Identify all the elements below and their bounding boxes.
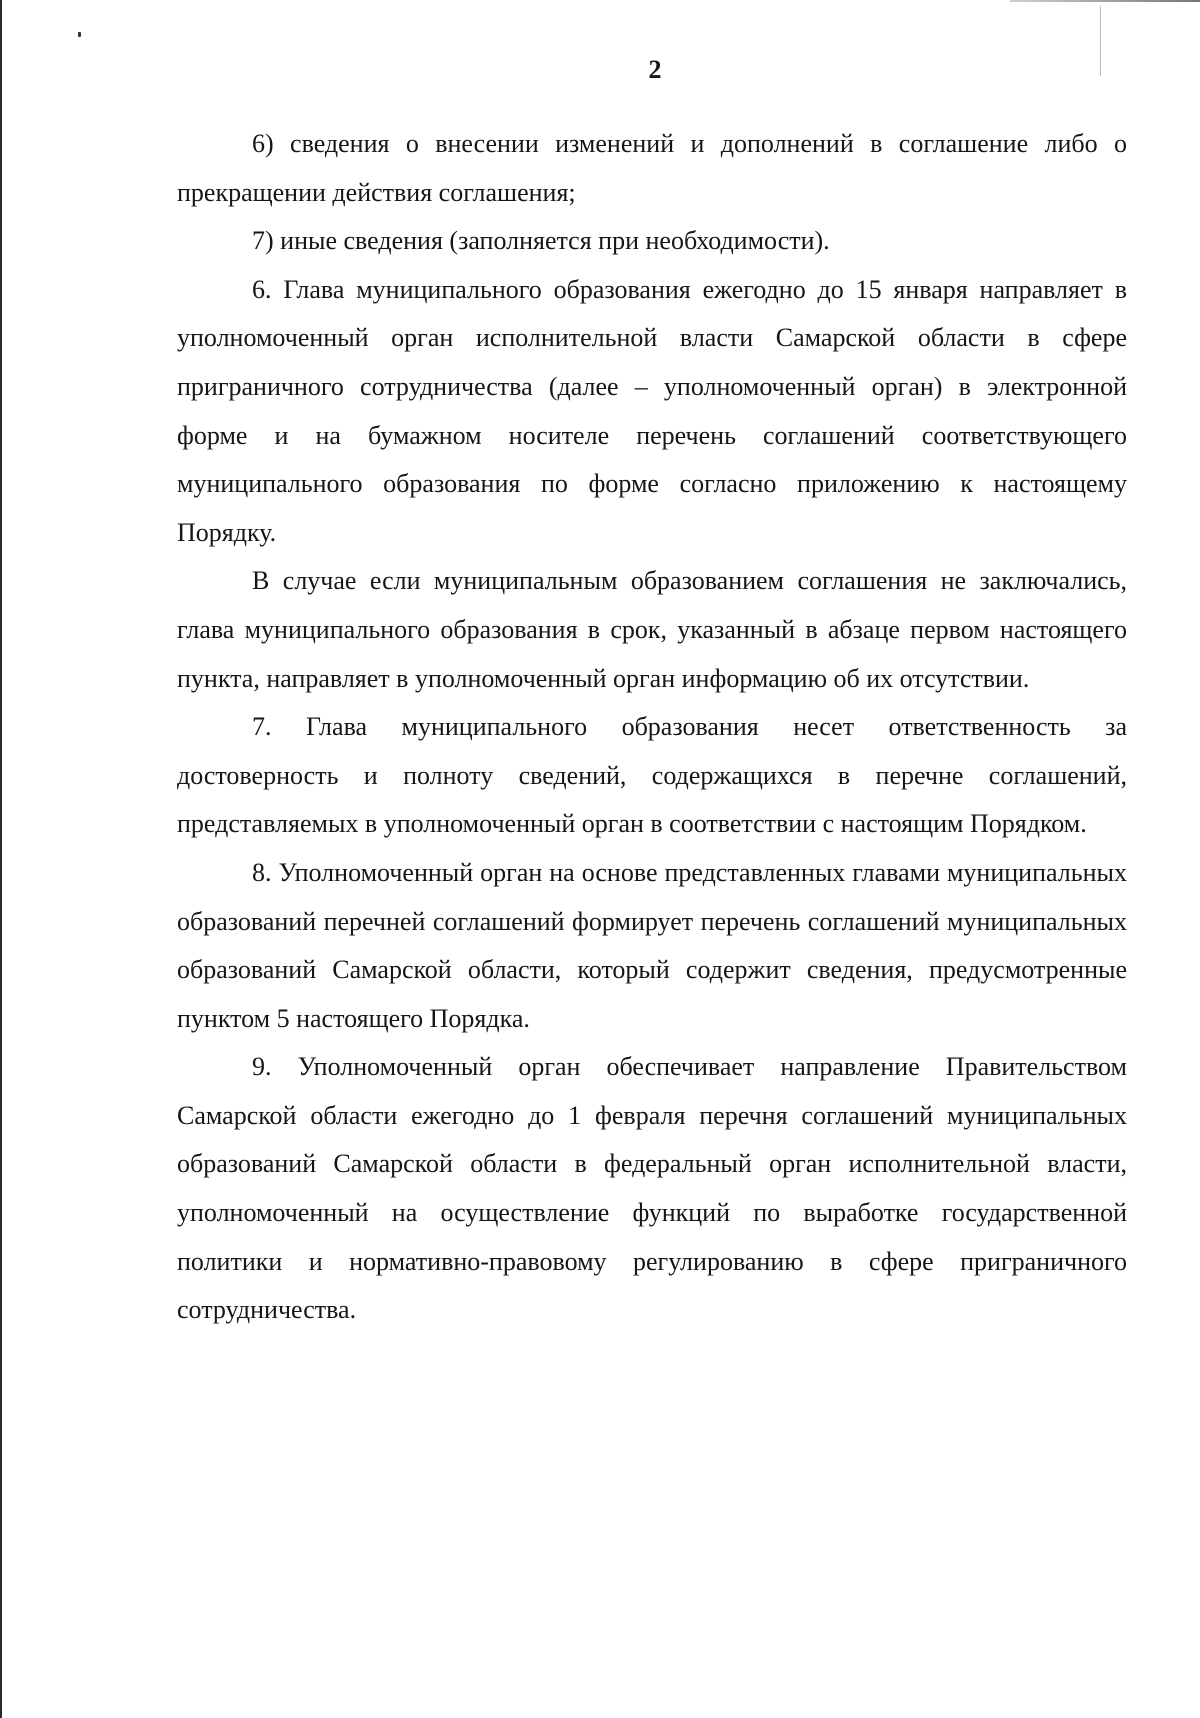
- paragraph-clause-6-second: В случае если муниципальным образованием соглашения не заключались, глава муниципального образования в срок, указанный в абзаце первом настоящего пункта, направляет в уполномоченный орган информацию об их отсутствии.: [177, 566, 1127, 693]
- paragraph-clause-9: 9. Уполномоченный орган обеспечивает направление Правительством Самарской области ежегодно до 1 февраля перечня соглашений муниципальных образований Самарской области в федеральный орган исполнительной власти, уполномоченный на осуществление функций по выработке государственной политики и нормативно-правовому регулированию в сфере приграничного сотрудничества.: [177, 1052, 1127, 1325]
- paragraph-clause-7: 7. Глава муниципального образования несет ответственность за достоверность и полноту сведений, содержащихся в перечне соглашений, представляемых в уполномоченный орган в соответствии с настоящим Порядком.: [177, 712, 1127, 839]
- document-body: [177, 120, 1127, 1335]
- paragraph-clause-6: 6. Глава муниципального образования ежегодно до 15 января направляет в уполномоченный орган исполнительной власти Самарской области в сфере приграничного сотрудничества (далее – уполномоченный орган) в электронной форме и на бумажном носителе перечень соглашений соответствующего муниципального образования по форме согласно приложению к настоящему Порядку.: [177, 274, 1127, 547]
- paragraph-item-7: 7) иные сведения (заполняется при необходимости).: [252, 226, 830, 256]
- paragraph-clause-8: 8. Уполномоченный орган на основе представленных главами муниципальных образований перечней соглашений формирует перечень соглашений муниципальных образований Самарской области, который содержит сведения, предусмотренные пунктом 5 настоящего Порядка.: [177, 857, 1127, 1033]
- scan-edge-top: [1010, 0, 1200, 2]
- page-number: 2: [648, 55, 662, 84]
- scan-edge-left: [0, 0, 2, 1718]
- paragraph-item-6: 6) сведения о внесении изменений и дополнений в соглашение либо о прекращении действия соглашения;: [177, 129, 1127, 207]
- scan-speck: [78, 32, 81, 37]
